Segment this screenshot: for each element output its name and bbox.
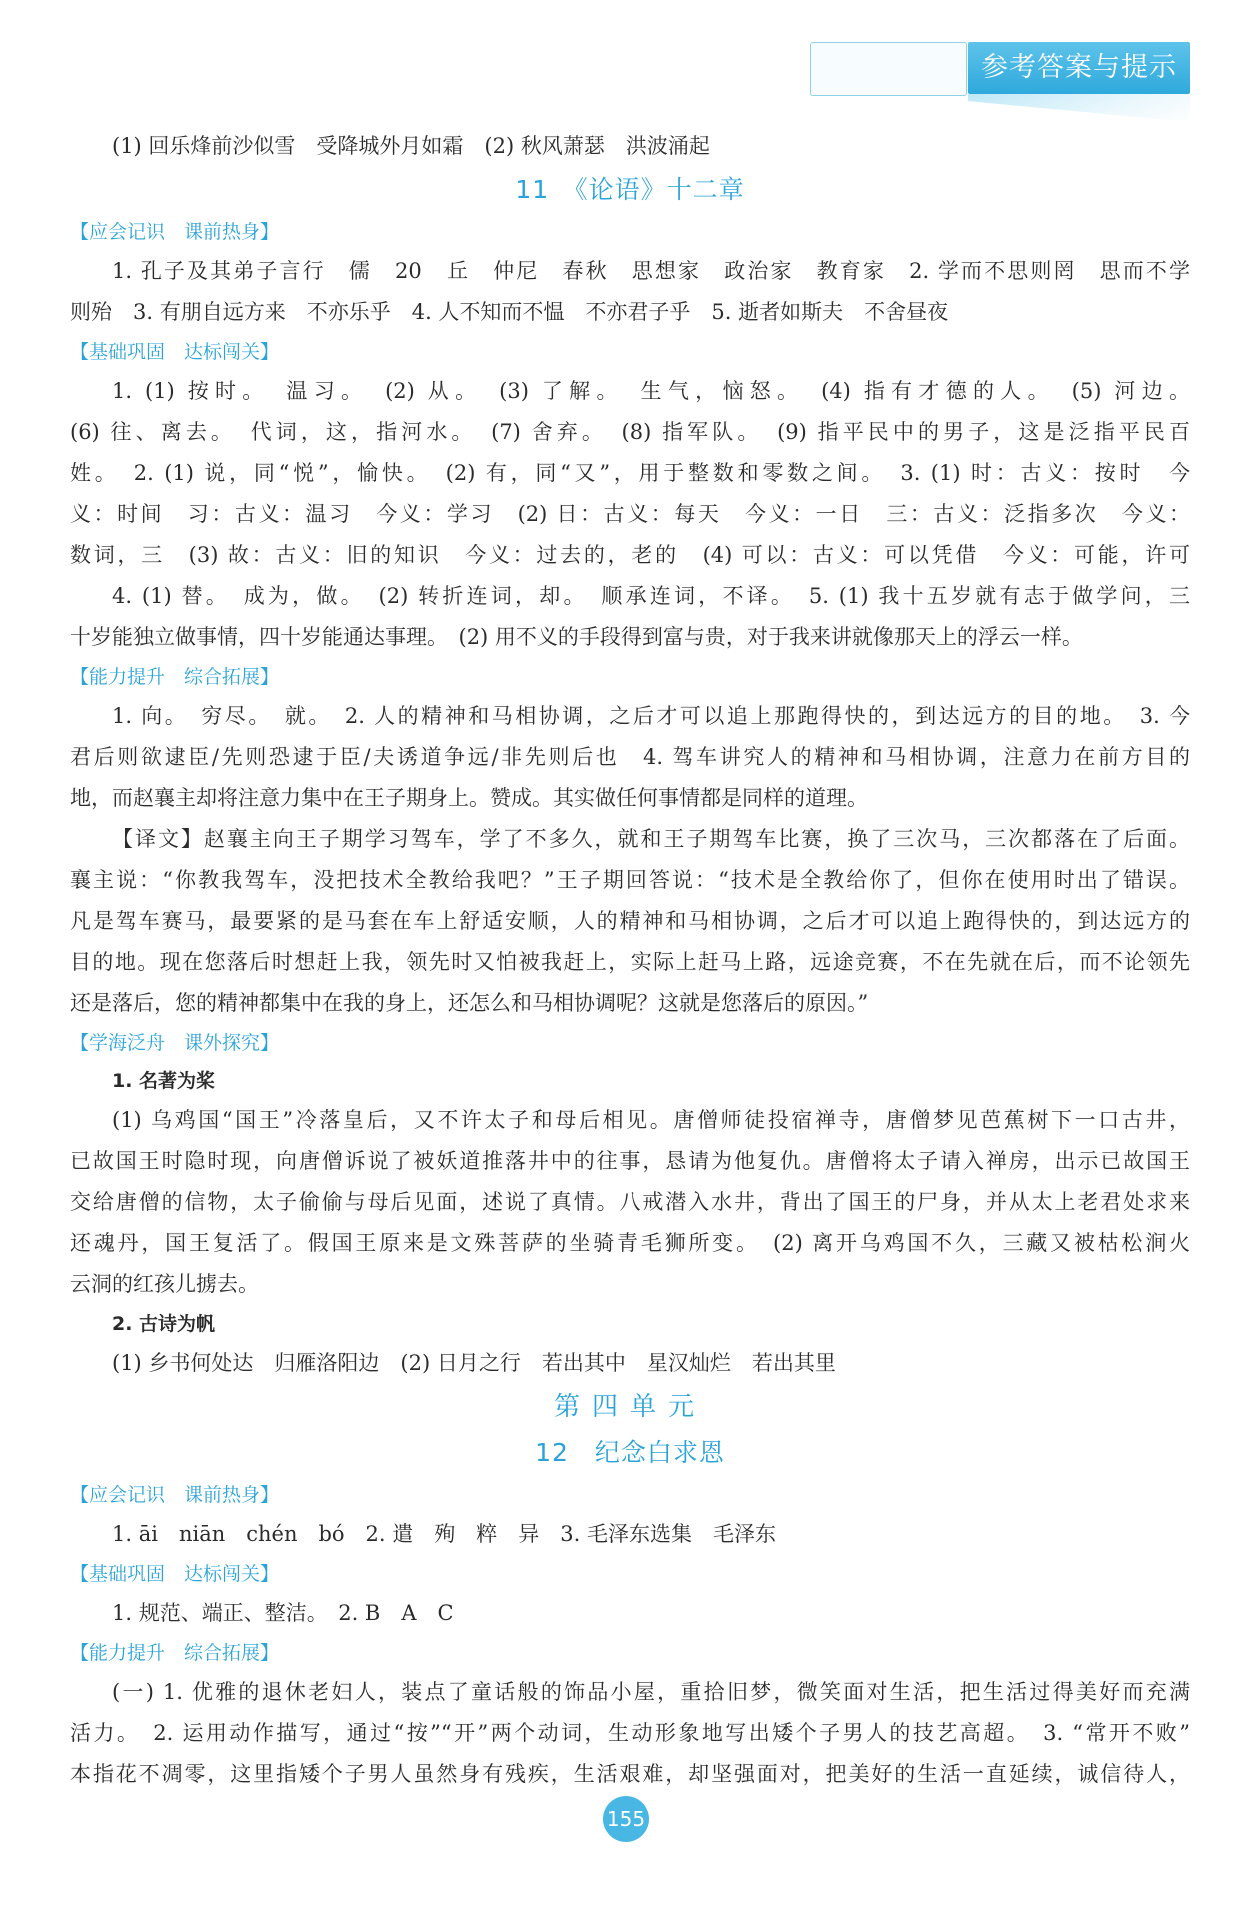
- text-line: (一) 1. 优雅的退休老妇人，装点了童话般的饰品小屋，重拾旧梦，微笑面对生活，把生活过得美好而充满: [112, 1680, 1190, 1704]
- text-line: 数词，三 (3) 故：古义：旧的知识 今义：过去的，老的 (4) 可以：古义：可以凭借 今义：可能，许可: [70, 543, 1190, 567]
- section-label: 【基础巩固 达标闯关】: [70, 341, 280, 363]
- text-line: 1. 孔子及其弟子言行 儒 20 丘 仲尼 春秋 思想家 政治家 教育家 2. 学而不思则罔 思而不学: [112, 259, 1190, 283]
- text-line: 姓。 2. (1) 说，同“悦”，愉快。 (2) 有，同“又”，用于整数和零数之间。 3. (1) 时：古义：按时 今: [70, 461, 1190, 485]
- text-line: 【译文】赵襄主向王子期学习驾车，学了不多久，就和王子期驾车比赛，换了三次马，三次都落在了后面。: [112, 827, 1190, 851]
- text-line: 君后则欲逮臣/先则恐逮于臣/夫诱道争远/非先则后也 4. 驾车讲究人的精神和马相协调，注意力在前方目的: [70, 745, 1190, 769]
- section-label: 【应会记识 课前热身】: [70, 221, 280, 243]
- subheading: 2. 古诗为帆: [112, 1313, 216, 1335]
- text-line: (1) 乡书何处达 归雁洛阳边 (2) 日月之行 若出其中 星汉灿烂 若出其里: [112, 1351, 836, 1375]
- section-label: 【应会记识 课前热身】: [70, 1484, 280, 1506]
- text-line: 已故国王时隐时现，向唐僧诉说了被妖道推落井中的往事，恳请为他复仇。唐僧将太子请入禅房，出示已故国王: [70, 1149, 1190, 1173]
- text-line: 本指花不凋零，这里指矮个子男人虽然身有残疾，生活艰难，却坚强面对，把美好的生活一直延续，诚信待人，: [70, 1762, 1190, 1786]
- page-number: 155: [603, 1796, 649, 1842]
- section-label: 【基础巩固 达标闯关】: [70, 1563, 280, 1585]
- page-content: [70, 126, 1190, 1795]
- text-line: 云洞的红孩儿掳去。: [70, 1272, 259, 1296]
- header-tab: 参考答案与提示: [968, 42, 1190, 94]
- text-line: 1. 向。 穷尽。 就。 2. 人的精神和马相协调，之后才可以追上那跑得快的，到达远方的目的地。 3. 今: [112, 704, 1190, 728]
- text-line: 1. 规范、端正、整洁。 2. B A C: [112, 1601, 454, 1625]
- text-line: 活力。 2. 运用动作描写，通过“按”“开”两个动词，生动形象地写出矮个子男人的技艺高超。 3. “常开不败”: [70, 1721, 1190, 1745]
- text-line: 1. āi niān chén bó 2. 遣 殉 粹 异 3. 毛泽东选集 毛泽东: [112, 1522, 776, 1546]
- text-line: (1) 乌鸡国“国王”冷落皇后，又不许太子和母后相见。唐僧师徒投宿禅寺，唐僧梦见芭蕉树下一口古井，: [112, 1108, 1190, 1132]
- text-line: 则殆 3. 有朋自远方来 不亦乐乎 4. 人不知而不愠 不亦君子乎 5. 逝者如斯夫 不舍昼夜: [70, 300, 949, 324]
- text-line: 十岁能独立做事情，四十岁能通达事理。 (2) 用不义的手段得到富与贵，对于我来讲就像那天上的浮云一样。: [70, 625, 1083, 649]
- text-line: 还是落后，您的精神都集中在我的身上，还怎么和马相协调呢？这就是您落后的原因。”: [70, 991, 869, 1015]
- text-line: 地，而赵襄主却将注意力集中在王子期身上。赞成。其实做任何事情都是同样的道理。: [70, 786, 868, 810]
- text-line: (1) 回乐烽前沙似雪 受降城外月如霜 (2) 秋风萧瑟 洪波涌起: [112, 134, 710, 158]
- text-line: 交给唐僧的信物，太子偷偷与母后见面，述说了真情。八戒潜入水井，背出了国王的尸身，并从太上老君处求来: [70, 1190, 1190, 1214]
- section-label: 【能力提升 综合拓展】: [70, 1642, 280, 1664]
- text-line: 目的地。现在您落后时想赶上我，领先时又怕被我赶上，实际上赶马上路，远途竞赛，不在先就在后，而不论领先: [70, 950, 1190, 974]
- text-line: 襄主说：“你教我驾车，没把技术全教给我吧？”王子期回答说：“技术是全教给你了，但你在使用时出了错误。: [70, 868, 1190, 892]
- text-line: 1. (1) 按时。 温习。 (2) 从。 (3) 了解。 生气，恼怒。 (4) 指有才德的人。 (5) 河边。: [112, 379, 1190, 403]
- lesson-title: 12 纪念白求恩: [535, 1438, 725, 1467]
- text-line: 4. (1) 替。 成为，做。 (2) 转折连词，却。 顺承连词，不译。 5. (1) 我十五岁就有志于做学问，三: [112, 584, 1190, 608]
- text-line: 义：时间 习：古义：温习 今义：学习 (2) 日：古义：每天 今义：一日 三：古义：泛指多次 今义：: [70, 502, 1190, 526]
- section-label: 【学海泛舟 课外探究】: [70, 1032, 280, 1054]
- text-line: 凡是驾车赛马，最要紧的是马套在车上舒适安顺，人的精神和马相协调，之后才可以追上跑得快的，到达远方的: [70, 909, 1190, 933]
- header-decor-box: [810, 42, 967, 96]
- header-ribbon-decor: [968, 94, 1190, 122]
- text-line: 还魂丹，国王复活了。假国王原来是文殊菩萨的坐骑青毛狮所变。 (2) 离开乌鸡国不久，三藏又被枯松涧火: [70, 1231, 1190, 1255]
- lesson-title: 11 《论语》十二章: [515, 175, 745, 204]
- unit-title: 第四单元: [553, 1392, 706, 1422]
- subheading: 1. 名著为桨: [112, 1070, 216, 1092]
- text-line: (6) 往、离去。 代词，这，指河水。 (7) 舍弃。 (8) 指军队。 (9) 指平民中的男子，这是泛指平民百: [70, 420, 1190, 444]
- section-label: 【能力提升 综合拓展】: [70, 666, 280, 688]
